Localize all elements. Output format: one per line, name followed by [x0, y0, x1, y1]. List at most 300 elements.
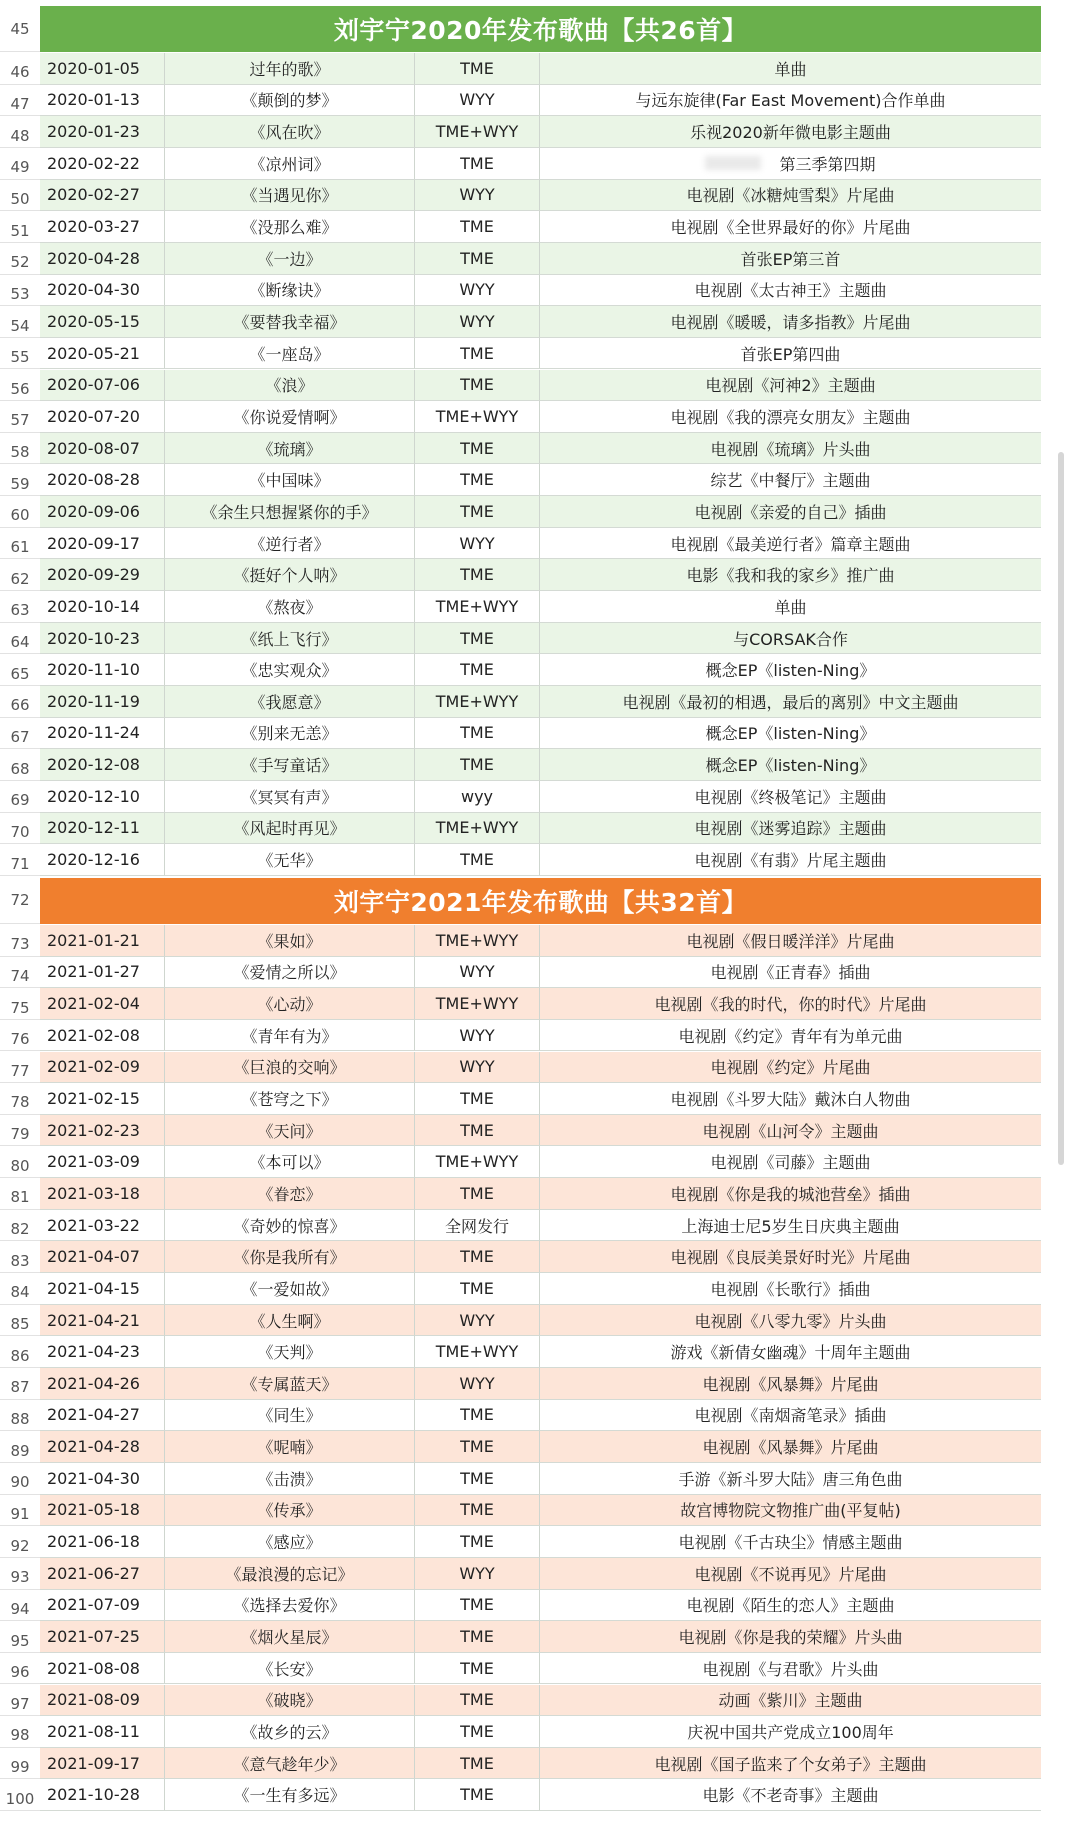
description-cell[interactable]: 电视剧《不说再见》片尾曲 — [540, 1558, 1041, 1590]
row-number: 66 — [0, 686, 40, 718]
platform-cell[interactable]: TME+WYY — [415, 401, 540, 433]
date-cell[interactable]: 2021-04-27 — [40, 1400, 165, 1432]
table-row — [0, 370, 1041, 402]
date-cell[interactable]: 2021-07-09 — [40, 1590, 165, 1622]
date-cell[interactable]: 2021-02-09 — [40, 1052, 165, 1084]
date-cell[interactable]: 2021-08-08 — [40, 1653, 165, 1685]
description-cell[interactable]: 电视剧《约定》青年有为单元曲 — [540, 1020, 1041, 1052]
platform-cell[interactable]: TME — [415, 1526, 540, 1558]
table-row — [0, 1685, 1041, 1717]
description-cell[interactable]: 电视剧《斗罗大陆》戴沐白人物曲 — [540, 1083, 1041, 1115]
song-title-cell[interactable]: 《长安》 — [165, 1653, 415, 1685]
platform-cell[interactable]: TME — [415, 1115, 540, 1147]
date-cell[interactable]: 2020-07-06 — [40, 370, 165, 402]
date-cell[interactable]: 2020-01-05 — [40, 53, 165, 85]
description-text: 第三季第四期 — [779, 154, 876, 174]
row-number: 87 — [0, 1368, 40, 1400]
description-cell[interactable]: 概念EP《listen-Ning》 — [540, 749, 1041, 781]
platform-cell[interactable]: WYY — [415, 1558, 540, 1590]
table-row — [0, 1779, 1041, 1811]
platform-cell[interactable]: TME — [415, 1273, 540, 1305]
row-number: 89 — [0, 1431, 40, 1463]
description-cell[interactable]: 电视剧《有翡》片尾主题曲 — [540, 844, 1041, 876]
platform-cell[interactable]: TME — [415, 1463, 540, 1495]
date-cell[interactable]: 2020-09-17 — [40, 528, 165, 560]
section-title[interactable]: 刘宇宁2020年发布歌曲【共26首】 — [40, 6, 1041, 52]
song-title-cell[interactable]: 《颠倒的梦》 — [165, 85, 415, 117]
platform-cell[interactable]: TME — [415, 464, 540, 496]
description-cell[interactable]: 手游《新斗罗大陆》唐三角色曲 — [540, 1463, 1041, 1495]
row-number: 77 — [0, 1052, 40, 1084]
platform-cell[interactable]: TME+WYY — [415, 925, 540, 957]
description-cell[interactable]: 电视剧《与君歌》片头曲 — [540, 1653, 1041, 1685]
table-row — [0, 1368, 1041, 1400]
date-cell[interactable]: 2020-11-10 — [40, 654, 165, 686]
song-title-cell[interactable]: 《要替我幸福》 — [165, 306, 415, 338]
description-cell[interactable]: 电视剧《约定》片尾曲 — [540, 1052, 1041, 1084]
platform-cell[interactable]: WYY — [415, 180, 540, 212]
table-row — [0, 1115, 1041, 1147]
table-row — [0, 180, 1041, 212]
row-number: 53 — [0, 275, 40, 307]
table-row — [0, 496, 1041, 528]
platform-cell[interactable]: WYY — [415, 957, 540, 989]
row-number: 57 — [0, 401, 40, 433]
table-row — [0, 433, 1041, 465]
platform-cell[interactable]: TME — [415, 338, 540, 370]
date-cell[interactable]: 2020-02-22 — [40, 148, 165, 180]
platform-cell[interactable]: wyy — [415, 781, 540, 813]
platform-cell[interactable]: WYY — [415, 306, 540, 338]
platform-cell[interactable]: WYY — [415, 528, 540, 560]
song-title-cell[interactable]: 《一爱如故》 — [165, 1273, 415, 1305]
platform-cell[interactable]: WYY — [415, 1368, 540, 1400]
row-number: 82 — [0, 1210, 40, 1242]
platform-cell[interactable]: TME — [415, 844, 540, 876]
platform-cell[interactable]: TME+WYY — [415, 1146, 540, 1178]
row-number: 75 — [0, 988, 40, 1020]
section-header-row — [0, 878, 1041, 924]
platform-cell[interactable]: TME — [415, 1590, 540, 1622]
description-cell[interactable]: 综艺《中餐厅》主题曲 — [540, 464, 1041, 496]
date-cell[interactable]: 2021-03-09 — [40, 1146, 165, 1178]
table-row — [0, 686, 1041, 718]
date-cell[interactable]: 2021-01-27 — [40, 957, 165, 989]
date-cell[interactable]: 2020-08-07 — [40, 433, 165, 465]
table-row — [0, 1273, 1041, 1305]
platform-cell[interactable]: TME — [415, 623, 540, 655]
date-cell[interactable]: 2020-01-23 — [40, 116, 165, 148]
row-number: 51 — [0, 211, 40, 243]
description-cell[interactable]: 概念EP《listen-Ning》 — [540, 654, 1041, 686]
platform-cell[interactable]: TME — [415, 53, 540, 85]
date-cell[interactable]: 2021-06-18 — [40, 1526, 165, 1558]
date-cell[interactable]: 2021-04-21 — [40, 1305, 165, 1337]
song-title-cell[interactable]: 《凉州词》 — [165, 148, 415, 180]
date-cell[interactable]: 2020-04-28 — [40, 243, 165, 275]
description-cell[interactable]: 电视剧《八零九零》片头曲 — [540, 1305, 1041, 1337]
song-title-cell[interactable]: 《无华》 — [165, 844, 415, 876]
platform-cell[interactable]: TME — [415, 654, 540, 686]
row-number: 70 — [0, 813, 40, 845]
song-title-cell[interactable]: 过年的歌》 — [165, 53, 415, 85]
description-cell[interactable]: 电视剧《琉璃》片头曲 — [540, 433, 1041, 465]
row-number: 60 — [0, 496, 40, 528]
song-title-cell[interactable]: 《奇妙的惊喜》 — [165, 1210, 415, 1242]
row-number: 49 — [0, 148, 40, 180]
song-title-cell[interactable]: 《中国味》 — [165, 464, 415, 496]
date-cell[interactable]: 2020-12-08 — [40, 749, 165, 781]
song-title-cell[interactable]: 《意气趁年少》 — [165, 1748, 415, 1780]
date-cell[interactable]: 2021-02-23 — [40, 1115, 165, 1147]
date-cell[interactable]: 2020-01-13 — [40, 85, 165, 117]
platform-cell[interactable]: TME — [415, 1083, 540, 1115]
song-title-cell[interactable]: 《同生》 — [165, 1400, 415, 1432]
song-title-cell[interactable]: 《冥冥有声》 — [165, 781, 415, 813]
song-title-cell[interactable]: 《烟火星辰》 — [165, 1621, 415, 1653]
description-cell[interactable]: 单曲 — [540, 53, 1041, 85]
date-cell[interactable]: 2021-05-18 — [40, 1495, 165, 1527]
row-number: 63 — [0, 591, 40, 623]
section-title[interactable]: 刘宇宁2021年发布歌曲【共32首】 — [40, 878, 1041, 924]
table-row — [0, 1400, 1041, 1432]
row-number: 100 — [0, 1779, 40, 1811]
song-title-cell[interactable]: 《挺好个人呐》 — [165, 559, 415, 591]
row-number: 64 — [0, 623, 40, 655]
date-cell[interactable]: 2021-08-09 — [40, 1685, 165, 1717]
description-cell[interactable]: 电视剧《山河令》主题曲 — [540, 1115, 1041, 1147]
date-cell[interactable]: 2020-05-21 — [40, 338, 165, 370]
song-title-cell[interactable]: 《最浪漫的忘记》 — [165, 1558, 415, 1590]
description-cell[interactable]: 电视剧《迷雾追踪》主题曲 — [540, 813, 1041, 845]
table-row — [0, 559, 1041, 591]
row-number: 58 — [0, 433, 40, 465]
song-title-cell[interactable]: 《浪》 — [165, 370, 415, 402]
description-cell[interactable]: 电视剧《你是我的荣耀》片头曲 — [540, 1621, 1041, 1653]
platform-cell[interactable]: TME — [415, 1653, 540, 1685]
row-number: 46 — [0, 53, 40, 85]
description-cell[interactable]: 电视剧《长歌行》插曲 — [540, 1273, 1041, 1305]
row-number: 84 — [0, 1273, 40, 1305]
song-title-cell[interactable]: 《熬夜》 — [165, 591, 415, 623]
description-cell[interactable]: 首张EP第三首 — [540, 243, 1041, 275]
platform-cell[interactable]: TME+WYY — [415, 813, 540, 845]
date-cell[interactable]: 2021-02-15 — [40, 1083, 165, 1115]
table-row — [0, 718, 1041, 750]
row-number: 73 — [0, 925, 40, 957]
row-number: 74 — [0, 957, 40, 989]
song-title-cell[interactable]: 《本可以》 — [165, 1146, 415, 1178]
table-row — [0, 116, 1041, 148]
table-row — [0, 957, 1041, 989]
table-row — [0, 1590, 1041, 1622]
song-title-cell[interactable]: 《巨浪的交响》 — [165, 1052, 415, 1084]
platform-cell[interactable]: TME — [415, 433, 540, 465]
row-number: 55 — [0, 338, 40, 370]
description-cell[interactable]: 电视剧《亲爱的自己》插曲 — [540, 496, 1041, 528]
description-cell[interactable]: 电视剧《正青春》插曲 — [540, 957, 1041, 989]
table-row — [0, 243, 1041, 275]
song-title-cell[interactable]: 《苍穹之下》 — [165, 1083, 415, 1115]
description-cell[interactable]: 电视剧《陌生的恋人》主题曲 — [540, 1590, 1041, 1622]
description-cell[interactable]: 电视剧《假日暖洋洋》片尾曲 — [540, 925, 1041, 957]
platform-cell[interactable]: WYY — [415, 1052, 540, 1084]
song-title-cell[interactable]: 《一生有多远》 — [165, 1779, 415, 1811]
table-row — [0, 401, 1041, 433]
song-title-cell[interactable]: 《青年有为》 — [165, 1020, 415, 1052]
date-cell[interactable]: 2020-08-28 — [40, 464, 165, 496]
platform-cell[interactable]: WYY — [415, 85, 540, 117]
date-cell[interactable]: 2020-09-06 — [40, 496, 165, 528]
description-cell[interactable]: 故宫博物院文物推广曲(平复帖) — [540, 1495, 1041, 1527]
platform-cell[interactable]: TME — [415, 1716, 540, 1748]
description-cell[interactable]: 与远东旋律(Far East Movement)合作单曲 — [540, 85, 1041, 117]
row-number: 78 — [0, 1083, 40, 1115]
row-number: 90 — [0, 1463, 40, 1495]
platform-cell[interactable]: TME+WYY — [415, 591, 540, 623]
song-title-cell[interactable]: 《纸上飞行》 — [165, 623, 415, 655]
platform-cell[interactable]: TME — [415, 1779, 540, 1811]
table-row — [0, 591, 1041, 623]
platform-cell[interactable]: 全网发行 — [415, 1210, 540, 1242]
platform-cell[interactable]: TME — [415, 243, 540, 275]
song-title-cell[interactable]: 《感应》 — [165, 1526, 415, 1558]
song-title-cell[interactable]: 《你说爱情啊》 — [165, 401, 415, 433]
date-cell[interactable]: 2021-04-28 — [40, 1431, 165, 1463]
song-title-cell[interactable]: 《人生啊》 — [165, 1305, 415, 1337]
row-number: 83 — [0, 1241, 40, 1273]
date-cell[interactable]: 2020-03-27 — [40, 211, 165, 243]
song-title-cell[interactable]: 《风起时再见》 — [165, 813, 415, 845]
row-number: 98 — [0, 1716, 40, 1748]
date-cell[interactable]: 2020-12-11 — [40, 813, 165, 845]
row-number: 81 — [0, 1178, 40, 1210]
description-cell[interactable]: 电视剧《风暴舞》片尾曲 — [540, 1431, 1041, 1463]
song-title-cell[interactable]: 《爱情之所以》 — [165, 957, 415, 989]
date-cell[interactable]: 2020-10-23 — [40, 623, 165, 655]
platform-cell[interactable]: TME — [415, 370, 540, 402]
table-row — [0, 844, 1041, 876]
description-cell[interactable]: 电视剧《终极笔记》主题曲 — [540, 781, 1041, 813]
description-cell[interactable]: 电视剧《冰糖炖雪梨》片尾曲 — [540, 180, 1041, 212]
platform-cell[interactable]: TME — [415, 1495, 540, 1527]
date-cell[interactable]: 2021-09-17 — [40, 1748, 165, 1780]
date-cell[interactable]: 2020-09-29 — [40, 559, 165, 591]
platform-cell[interactable]: WYY — [415, 1020, 540, 1052]
description-cell[interactable] — [540, 148, 1041, 180]
description-cell[interactable]: 电视剧《全世界最好的你》片尾曲 — [540, 211, 1041, 243]
description-cell[interactable]: 乐视2020新年微电影主题曲 — [540, 116, 1041, 148]
description-cell[interactable]: 电影《不老奇事》主题曲 — [540, 1779, 1041, 1811]
date-cell[interactable]: 2021-10-28 — [40, 1779, 165, 1811]
description-cell[interactable]: 庆祝中国共产党成立100周年 — [540, 1716, 1041, 1748]
row-number: 45 — [0, 6, 40, 52]
date-cell[interactable]: 2021-04-30 — [40, 1463, 165, 1495]
row-number: 71 — [0, 844, 40, 876]
description-cell[interactable]: 概念EP《listen-Ning》 — [540, 718, 1041, 750]
song-title-cell[interactable]: 《断缘诀》 — [165, 275, 415, 307]
song-title-cell[interactable]: 《余生只想握紧你的手》 — [165, 496, 415, 528]
song-title-cell[interactable]: 《传承》 — [165, 1495, 415, 1527]
description-cell[interactable]: 电视剧《最初的相遇，最后的离别》中文主题曲 — [540, 686, 1041, 718]
table-row — [0, 528, 1041, 560]
song-title-cell[interactable]: 《一座岛》 — [165, 338, 415, 370]
description-cell[interactable]: 首张EP第四曲 — [540, 338, 1041, 370]
platform-cell[interactable]: TME — [415, 1748, 540, 1780]
row-number: 67 — [0, 718, 40, 750]
description-cell[interactable]: 电视剧《我的漂亮女朋友》主题曲 — [540, 401, 1041, 433]
song-title-cell[interactable]: 《我愿意》 — [165, 686, 415, 718]
song-title-cell[interactable]: 《破晓》 — [165, 1685, 415, 1717]
description-cell[interactable]: 电视剧《南烟斋笔录》插曲 — [540, 1400, 1041, 1432]
table-row — [0, 211, 1041, 243]
description-cell[interactable]: 电视剧《国子监来了个女弟子》主题曲 — [540, 1748, 1041, 1780]
row-number: 62 — [0, 559, 40, 591]
description-cell[interactable]: 动画《紫川》主题曲 — [540, 1685, 1041, 1717]
date-cell[interactable]: 2020-11-24 — [40, 718, 165, 750]
platform-cell[interactable]: TME+WYY — [415, 116, 540, 148]
table-row — [0, 1653, 1041, 1685]
platform-cell[interactable]: TME — [415, 211, 540, 243]
description-cell[interactable]: 电视剧《良辰美景好时光》片尾曲 — [540, 1241, 1041, 1273]
date-cell[interactable]: 2020-11-19 — [40, 686, 165, 718]
song-title-cell[interactable]: 《果如》 — [165, 925, 415, 957]
song-title-cell[interactable]: 《逆行者》 — [165, 528, 415, 560]
table-row — [0, 1621, 1041, 1653]
date-cell[interactable]: 2021-04-07 — [40, 1241, 165, 1273]
song-title-cell[interactable]: 《手写童话》 — [165, 749, 415, 781]
platform-cell[interactable]: WYY — [415, 275, 540, 307]
song-title-cell[interactable]: 《忠实观众》 — [165, 654, 415, 686]
date-cell[interactable]: 2020-12-16 — [40, 844, 165, 876]
row-number: 56 — [0, 370, 40, 402]
table-row — [0, 1558, 1041, 1590]
song-title-cell[interactable]: 《眷恋》 — [165, 1178, 415, 1210]
table-row — [0, 1241, 1041, 1273]
description-cell[interactable]: 电视剧《河神2》主题曲 — [540, 370, 1041, 402]
vertical-scrollbar[interactable] — [1058, 452, 1064, 1165]
description-cell[interactable]: 游戏《新倩女幽魂》十周年主题曲 — [540, 1336, 1041, 1368]
date-cell[interactable]: 2020-12-10 — [40, 781, 165, 813]
song-title-cell[interactable]: 《琉璃》 — [165, 433, 415, 465]
description-cell[interactable]: 电视剧《风暴舞》片尾曲 — [540, 1368, 1041, 1400]
date-cell[interactable]: 2021-07-25 — [40, 1621, 165, 1653]
table-row — [0, 1716, 1041, 1748]
date-cell[interactable]: 2020-05-15 — [40, 306, 165, 338]
platform-cell[interactable]: TME+WYY — [415, 988, 540, 1020]
date-cell[interactable]: 2021-03-22 — [40, 1210, 165, 1242]
song-title-cell[interactable]: 《你是我所有》 — [165, 1241, 415, 1273]
description-cell[interactable]: 电视剧《你是我的城池营垒》插曲 — [540, 1178, 1041, 1210]
platform-cell[interactable]: TME — [415, 749, 540, 781]
date-cell[interactable]: 2021-02-08 — [40, 1020, 165, 1052]
row-number: 80 — [0, 1146, 40, 1178]
table-row — [0, 1463, 1041, 1495]
platform-cell[interactable]: TME — [415, 1178, 540, 1210]
platform-cell[interactable]: TME — [415, 148, 540, 180]
song-title-cell[interactable]: 《呢喃》 — [165, 1431, 415, 1463]
description-cell[interactable]: 电视剧《司藤》主题曲 — [540, 1146, 1041, 1178]
description-cell[interactable]: 电视剧《最美逆行者》篇章主题曲 — [540, 528, 1041, 560]
row-number: 52 — [0, 243, 40, 275]
date-cell[interactable]: 2021-08-11 — [40, 1716, 165, 1748]
date-cell[interactable]: 2020-10-14 — [40, 591, 165, 623]
table-row — [0, 1495, 1041, 1527]
song-title-cell[interactable]: 《风在吹》 — [165, 116, 415, 148]
date-cell[interactable]: 2021-04-15 — [40, 1273, 165, 1305]
table-row — [0, 148, 1041, 180]
table-row — [0, 1052, 1041, 1084]
table-row — [0, 1020, 1041, 1052]
platform-cell[interactable]: TME — [415, 1241, 540, 1273]
platform-cell[interactable]: WYY — [415, 1305, 540, 1337]
description-cell[interactable]: 电视剧《我的时代，你的时代》片尾曲 — [540, 988, 1041, 1020]
description-cell[interactable]: 上海迪士尼5岁生日庆典主题曲 — [540, 1210, 1041, 1242]
date-cell[interactable]: 2021-04-26 — [40, 1368, 165, 1400]
platform-cell[interactable]: TME — [415, 1400, 540, 1432]
row-number: 99 — [0, 1748, 40, 1780]
platform-cell[interactable]: TME — [415, 559, 540, 591]
platform-cell[interactable]: TME — [415, 1431, 540, 1463]
row-number: 48 — [0, 116, 40, 148]
date-cell[interactable]: 2020-07-20 — [40, 401, 165, 433]
table-row — [0, 1526, 1041, 1558]
song-title-cell[interactable]: 《专属蓝天》 — [165, 1368, 415, 1400]
platform-cell[interactable]: TME — [415, 496, 540, 528]
song-title-cell[interactable]: 《选择去爱你》 — [165, 1590, 415, 1622]
song-title-cell[interactable]: 《当遇见你》 — [165, 180, 415, 212]
date-cell[interactable]: 2021-01-21 — [40, 925, 165, 957]
row-number: 92 — [0, 1526, 40, 1558]
row-number: 88 — [0, 1400, 40, 1432]
date-cell[interactable]: 2020-02-27 — [40, 180, 165, 212]
table-row — [0, 1178, 1041, 1210]
platform-cell[interactable]: TME — [415, 1621, 540, 1653]
song-title-cell[interactable]: 《击溃》 — [165, 1463, 415, 1495]
date-cell[interactable]: 2021-06-27 — [40, 1558, 165, 1590]
description-cell[interactable]: 电视剧《太古神王》主题曲 — [540, 275, 1041, 307]
table-row — [0, 813, 1041, 845]
row-number: 61 — [0, 528, 40, 560]
song-title-cell[interactable]: 《天问》 — [165, 1115, 415, 1147]
song-title-cell[interactable]: 《心动》 — [165, 988, 415, 1020]
platform-cell[interactable]: TME — [415, 1685, 540, 1717]
row-number: 69 — [0, 781, 40, 813]
row-number: 54 — [0, 306, 40, 338]
row-number: 47 — [0, 85, 40, 117]
date-cell[interactable]: 2021-04-23 — [40, 1336, 165, 1368]
description-cell[interactable]: 与CORSAK合作 — [540, 623, 1041, 655]
date-cell[interactable]: 2021-03-18 — [40, 1178, 165, 1210]
description-cell[interactable]: 电视剧《暖暖，请多指教》片尾曲 — [540, 306, 1041, 338]
platform-cell[interactable]: TME — [415, 718, 540, 750]
description-cell[interactable]: 单曲 — [540, 591, 1041, 623]
song-title-cell[interactable]: 《别来无恙》 — [165, 718, 415, 750]
song-title-cell[interactable]: 《没那么难》 — [165, 211, 415, 243]
song-title-cell[interactable]: 《一边》 — [165, 243, 415, 275]
date-cell[interactable]: 2020-04-30 — [40, 275, 165, 307]
platform-cell[interactable]: TME+WYY — [415, 1336, 540, 1368]
description-cell[interactable]: 电影《我和我的家乡》推广曲 — [540, 559, 1041, 591]
row-number: 93 — [0, 1558, 40, 1590]
date-cell[interactable]: 2021-02-04 — [40, 988, 165, 1020]
description-cell[interactable]: 电视剧《千古玦尘》情感主题曲 — [540, 1526, 1041, 1558]
song-title-cell[interactable]: 《天判》 — [165, 1336, 415, 1368]
song-title-cell[interactable]: 《故乡的云》 — [165, 1716, 415, 1748]
table-row — [0, 1305, 1041, 1337]
platform-cell[interactable]: TME+WYY — [415, 686, 540, 718]
table-row — [0, 623, 1041, 655]
